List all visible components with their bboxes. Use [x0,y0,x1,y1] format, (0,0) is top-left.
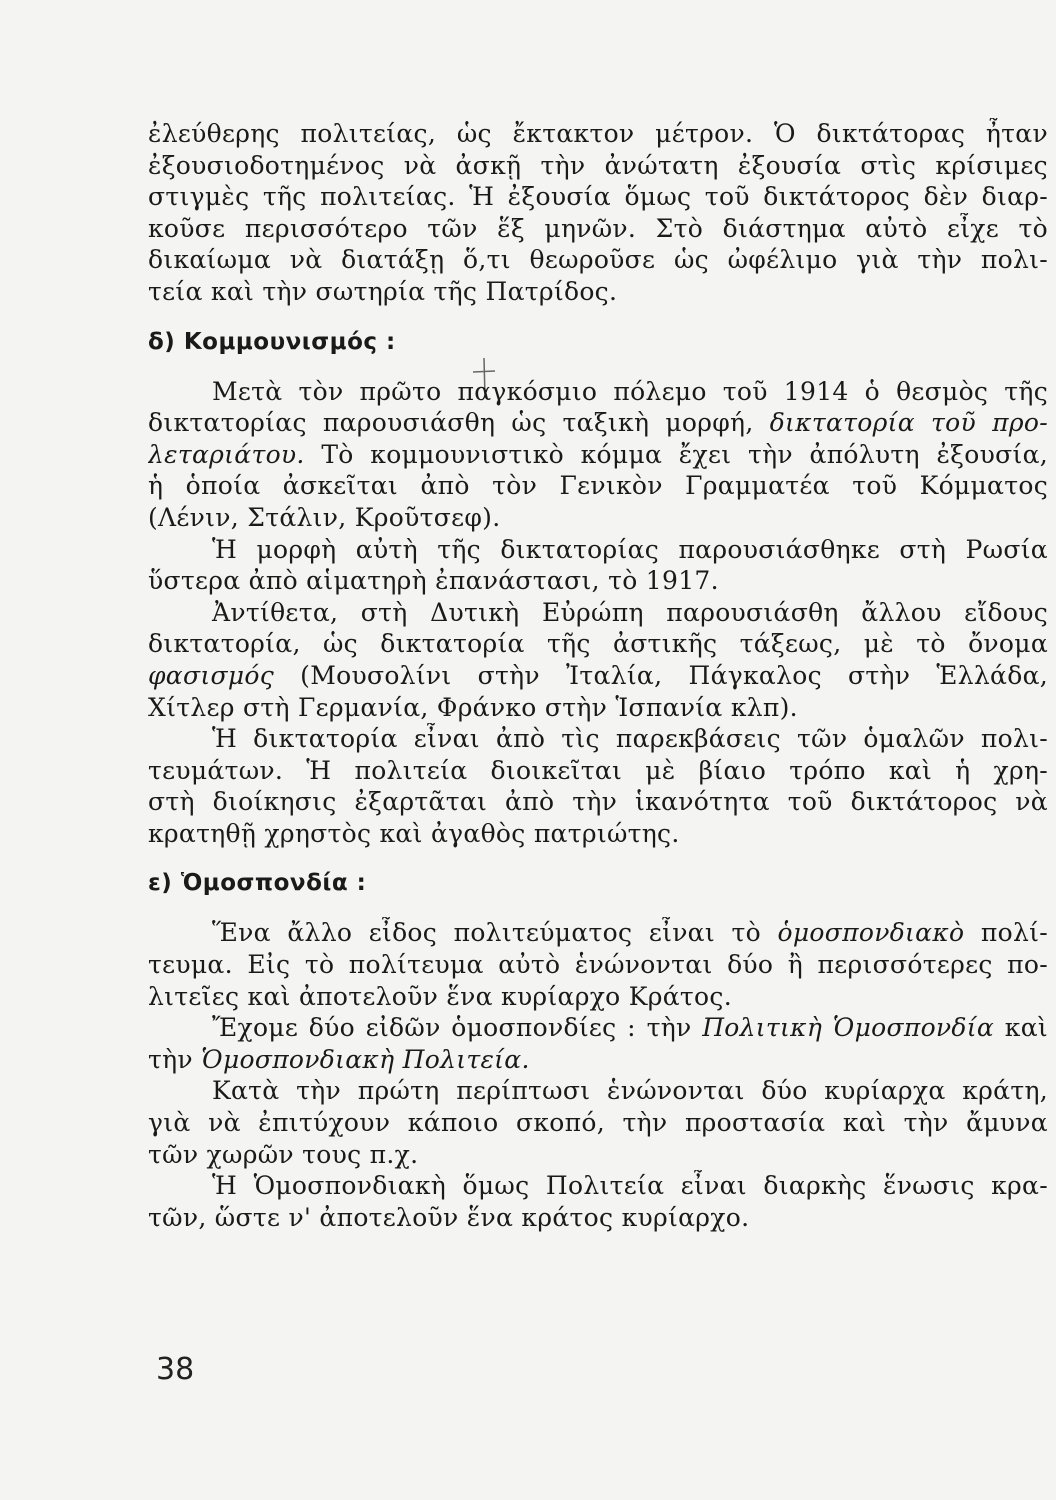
text-line [148,407,1048,439]
text-line: κοῦσε περισσότερο τῶν ἕξ μηνῶν. Στὸ διάστημα αὐτὸ εἶχε τὸ [148,213,1048,243]
text-line: τεία καὶ τὴν σωτηρία τῆς Πατρίδος. [148,276,618,306]
text-span: Ἕνα ἄλλο εἶδος πολιτεύματος εἶναι τὸ [212,918,778,948]
section-heading-communism: δ) Κομμουνισμός : [148,328,396,355]
text-line: Ἡ μορφὴ αὐτὴ τῆς δικτατορίας παρουσιάσθηκε στὴ Ρωσία [212,534,1048,564]
text-line: ἡ ὁποία ἀσκεῖται ἀπὸ τὸν Γενικὸν Γραμματέα τοῦ Κόμματος [148,471,1048,501]
italic-term: λεταριάτου. [148,439,305,469]
text-line: τευμα. Εἰς τὸ πολίτευμα αὐτὸ ἑνώνονται δύο ἢ περισσότερες πο- [148,950,1048,980]
text-line: δικαίωμα νὰ διατάξῃ ὅ,τι θεωροῦσε ὡς ὠφέλιμο γιὰ τὴν πολι- [148,245,1048,275]
text-line: Μετὰ τὸν πρῶτο παγκόσμιο πόλεμο τοῦ 1914 ὁ θεσμὸς τῆς [212,376,1048,406]
text-line: Ἡ Ὁμοσπονδιακὴ ὅμως Πολιτεία εἶναι διαρκὴς ἕνωσις κρα- [212,1171,1048,1201]
text-line: κρατηθῇ χρηστὸς καὶ ἀγαθὸς πατριώτης. [148,818,680,848]
text-line: δικτατορία, ὡς δικτατορία τῆς ἀστικῆς τάξεως, μὲ τὸ ὄνομα [148,629,1048,659]
text-line: στιγμὲς τῆς πολιτείας. Ἡ ἐξουσία ὅμως τοῦ δικτάτορος δὲν διαρ- [148,182,1048,212]
body-text [148,118,1048,1233]
text-line: ἐξουσιοδοτημένος νὰ ἀσκῇ τὴν ἀνώτατη ἐξουσία στὶς κρίσιμες [148,150,1048,180]
text-line [148,660,1048,692]
text-line: Κατὰ τὴν πρώτη περίπτωσι ἑνώνονται δύο κυρίαρχα κράτη, [212,1076,1048,1106]
section-heading-federation: ε) Ὁμοσπονδία : [148,870,367,897]
text-line [148,1044,1048,1076]
text-line: τῶν χωρῶν τους π.χ. [148,1139,419,1169]
italic-term: Πολιτικὴ Ὁμοσπονδία [702,1013,995,1043]
text-line: Χίτλερ στὴ Γερμανία, Φράνκο στὴν Ἱσπανία κλπ). [148,692,798,722]
text-line [148,1012,1048,1044]
text-line: γιὰ νὰ ἐπιτύχουν κάποιο σκοπό, τὴν προστασία καὶ τὴν ἄμυνα [148,1108,1048,1138]
italic-term: Ὁμοσπονδιακὴ Πολιτεία. [201,1044,530,1074]
text-line: ἐλεύθερης πολιτείας, ὡς ἔκτακτον μέτρον. Ὁ δικτάτορας ἦταν [148,119,1048,148]
text-line: (Λένιν, Στάλιν, Κροῦτσεφ). [148,502,501,532]
text-line: τῶν, ὥστε ν' ἀποτελοῦν ἕνα κράτος κυρίαρχο. [148,1202,750,1232]
italic-term: φασισμός [148,660,275,690]
text-span: (Μουσολίνι στὴν Ἰταλία, Πάγκαλος στὴν Ἑλλάδα, [274,660,1048,690]
text-line: στὴ διοίκησις ἐξαρτᾶται ἀπὸ τὴν ἱκανότητα τοῦ δικτάτορος νὰ [148,787,1048,817]
text-line: Ἡ δικτατορία εἶναι ἀπὸ τὶς παρεκβάσεις τῶν ὁμαλῶν πολι- [212,724,1048,754]
text-span: τὴν [148,1044,202,1074]
text-span: πολί- [964,918,1048,948]
text-line: Ἀντίθετα, στὴ Δυτικὴ Εὐρώπη παρουσιάσθη ἄλλου εἴδους [212,597,1048,627]
text-line [148,917,1048,949]
text-line: τευμάτων. Ἡ πολιτεία διοικεῖται μὲ βίαιο τρόπο καὶ ἡ χρη- [148,755,1048,785]
italic-term: δικτατορία τοῦ προ- [769,408,1048,438]
text-line: ὕστερα ἀπὸ αἱματηρὴ ἐπανάστασι, τὸ 1917. [148,566,719,596]
text-line [148,439,1048,471]
page-number: 38 [156,1352,195,1387]
text-span: καὶ [994,1013,1048,1043]
italic-term: ὁμοσπονδιακὸ [777,918,965,948]
text-span: Τὸ κομμουνιστικὸ κόμμα ἔχει τὴν ἀπόλυτη ἐξουσία, [304,439,1048,469]
text-line: λιτεῖες καὶ ἀποτελοῦν ἕνα κυρίαρχο Κράτος. [148,981,732,1011]
text-span: Ἔχομε δύο εἰδῶν ὁμοσπονδίες : τὴν [212,1013,703,1043]
text-span: δικτατορίας παρουσιάσθη ὡς ταξικὴ μορφή, [148,408,770,438]
